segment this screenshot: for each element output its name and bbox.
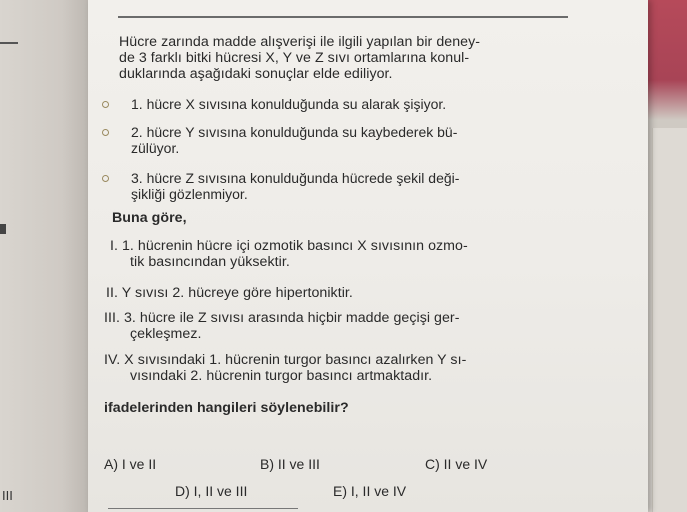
intro-line: Hücre zarında madde alışverişi ile ilgili yapılan bir deney- [119,34,481,50]
statement-item [104,352,466,384]
observation-line: 2. hücre Y sıvısına konulduğunda su kaybederek bü- [131,124,458,140]
statement-item [106,285,353,301]
statement-line: vısındaki 2. hücrenin turgor basıncı artmaktadır. [130,368,433,384]
statement-line: III. 3. hücre ile Z sıvısı arasında hiçbir madde geçişi ger- [104,310,460,326]
left-page-mark [0,42,18,44]
observation-item [115,96,446,112]
left-page-roman-numeral: III [2,488,13,503]
option-a[interactable]: A) I ve II [104,456,157,472]
statement-item [104,310,459,342]
statement-line: II. Y sıvısı 2. hücreye göre hipertoniktir. [106,285,353,301]
intro-line: de 3 farklı bitki hücresi X, Y ve Z sıvı ortamlarına konul- [119,50,470,66]
observation-line: şikliği gözlenmiyor. [131,186,248,202]
observation-item [115,124,457,156]
bullet-icon [102,129,109,136]
option-e[interactable]: E) I, II ve IV [333,483,407,499]
statement-line: çekleşmez. [130,326,202,342]
observation-item [115,170,459,202]
observation-line: 3. hücre Z sıvısına konulduğunda hücrede şekil deği- [131,170,460,186]
option-c[interactable]: C) II ve IV [425,456,488,472]
observation-line: 1. hücre X sıvısına konulduğunda su alarak şişiyor. [131,96,447,112]
question-intro [119,34,539,82]
statement-line: I. 1. hücrenin hücre içi ozmotik basıncı X sıvısının ozmo- [110,238,468,254]
bullet-icon [102,175,109,182]
bottom-rule [108,508,298,509]
statement-line: IV. X sıvısındaki 1. hücrenin turgor basıncı azalırken Y sı- [104,352,467,368]
statement-line: tik basıncından yüksektir. [130,254,290,270]
option-d[interactable]: D) I, II ve III [175,483,248,499]
left-page-mark [0,224,6,234]
bullet-icon [102,101,109,108]
right-card-edge [652,128,687,512]
observation-line: zülüyor. [131,140,180,156]
question-lead: Buna göre, [112,210,187,226]
left-page-edge [0,0,88,512]
option-b[interactable]: B) II ve III [260,456,320,472]
question-prompt: ifadelerinden hangileri söylenebilir? [104,400,349,416]
question-sheet [88,0,648,512]
top-rule [118,16,568,18]
statement-item [110,238,468,270]
intro-line: duklarında aşağıdaki sonuçlar elde ediliyor. [119,66,393,82]
